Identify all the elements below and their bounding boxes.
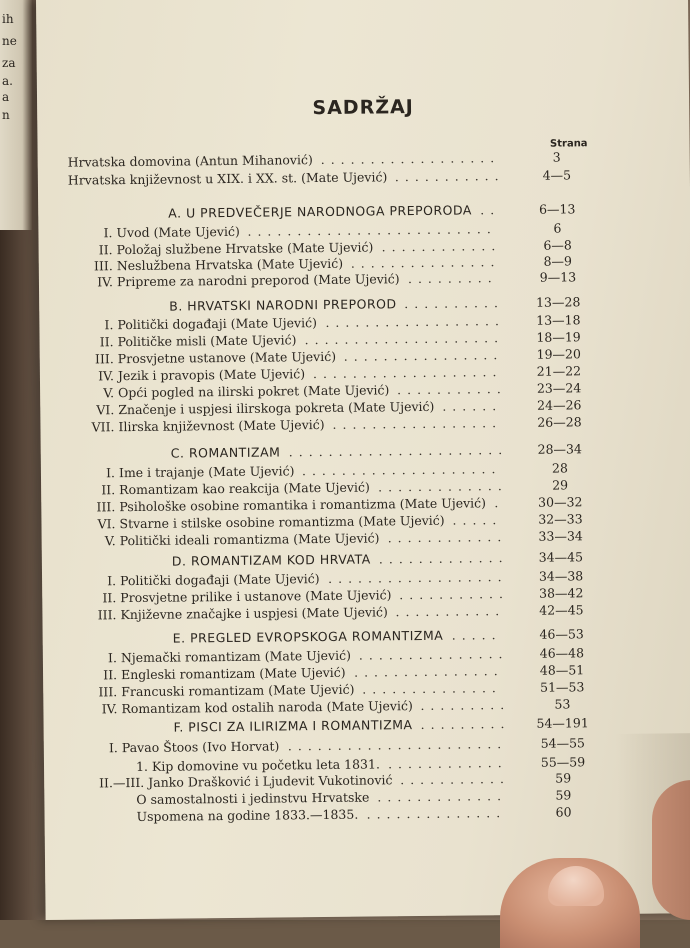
toc-entry-number: II. xyxy=(102,590,117,606)
toc-section-title: B. HRVATSKI NARODNI PREPOROD xyxy=(169,296,397,314)
toc-page-number: 34—38 xyxy=(538,568,584,584)
toc-page-number: 32—33 xyxy=(538,511,583,527)
toc-page-number: 28—34 xyxy=(537,441,582,457)
toc-entry-number: I. xyxy=(104,317,114,333)
toc-entry-number: III. xyxy=(93,258,113,274)
adjacent-page-fragment: ih xyxy=(2,12,14,26)
toc-entry-number: III. xyxy=(97,607,117,623)
toc-entry-title: Pavao Štoos (Ivo Horvat) xyxy=(121,738,280,756)
toc-entry-title: Jezik i pravopis (Mate Ujević) xyxy=(117,366,306,384)
toc-entry-title: Engleski romantizam (Mate Ujević) xyxy=(120,664,346,683)
dot-leader: ......... xyxy=(407,270,498,287)
toc-page-number: 3 xyxy=(552,149,561,165)
dot-leader: ............. xyxy=(378,550,509,567)
toc-page-number: 13—18 xyxy=(536,312,581,328)
toc-entry-title: Hrvatska domovina (Antun Mihanović) xyxy=(67,152,313,170)
toc-entry-number: III. xyxy=(98,684,118,700)
toc-entry-number: VI. xyxy=(96,402,115,418)
dot-leader: .................... xyxy=(304,330,505,348)
dot-leader: .................. xyxy=(320,150,501,168)
dot-leader: ............. xyxy=(377,788,508,805)
toc-entry-title: Janko Drašković i Ljudevit Vukotinović xyxy=(148,772,393,790)
page-title: SADRŽAJ xyxy=(312,96,414,120)
toc-entry-title: Opći pogled na ilirski pokret (Mate Ujević) xyxy=(118,382,390,401)
toc-entry-number: V. xyxy=(104,533,116,549)
page-column-header: Strana xyxy=(549,138,588,150)
toc-entry-number: II. xyxy=(101,482,116,498)
toc-entry-title: Romantizam kod ostalih naroda (Mate Ujević) xyxy=(121,698,413,717)
dot-leader: .......... xyxy=(404,295,505,312)
toc-entry-title: Romantizam kao reakcija (Mate Ujević) xyxy=(119,479,370,498)
dot-leader: ............... xyxy=(358,646,509,663)
toc-section-title: F. PISCI ZA ILIRIZMA I ROMANTIZMA xyxy=(173,717,413,735)
toc-page-number: 54—191 xyxy=(536,715,589,731)
toc-entry-title: Politički događaji (Mate Ujević) xyxy=(117,315,318,333)
dot-leader: .............. xyxy=(366,805,507,822)
toc-entry-title: Njemački romantizam (Mate Ujević) xyxy=(120,647,352,666)
dot-leader: ......... xyxy=(420,716,511,733)
dot-leader: ............. xyxy=(378,478,508,495)
adjacent-page-fragment: n xyxy=(2,108,10,122)
toc-entry-title: Ilirska književnost (Mate Ujević) xyxy=(118,417,325,435)
dot-leader: ............... xyxy=(350,254,501,271)
dot-leader: ........... xyxy=(400,771,510,788)
finger xyxy=(652,780,690,920)
adjacent-page xyxy=(0,0,32,230)
toc-entry-title: Uspomena na godine 1833.—1835. xyxy=(136,806,359,824)
toc-entry-number xyxy=(44,720,118,721)
toc-entry-number: IV. xyxy=(101,701,118,717)
toc-page-number: 46—48 xyxy=(539,645,585,661)
toc-section-title: E. PREGLED EVROPSKOGA ROMANTIZMA xyxy=(172,627,444,646)
dot-leader: .................. xyxy=(325,313,505,330)
toc-section-title: A. U PREDVEČERJE NARODNOGA PREPORODA xyxy=(168,202,472,221)
toc-page-number: 29 xyxy=(552,477,569,493)
dot-leader: ................... xyxy=(312,364,503,382)
toc-page-number: 6—13 xyxy=(538,201,576,217)
dot-leader: ................. xyxy=(332,415,503,432)
toc-entry-title: Značenje i uspjesi ilirskoga pokreta (Mate Ujević) xyxy=(118,398,435,418)
toc-entry-number: VII. xyxy=(91,419,115,435)
dot-leader: ............... xyxy=(353,663,504,680)
toc-entry-number: I. xyxy=(108,740,118,756)
toc-entry-number: I. xyxy=(107,573,117,589)
toc-entry-number: I. xyxy=(107,650,117,666)
toc-entry-title: Neslužbena Hrvatska (Mate Ujević) xyxy=(116,255,344,274)
toc-page-number: 53 xyxy=(554,696,571,712)
dot-leader: ............ xyxy=(387,529,508,546)
toc-entry-number: VI. xyxy=(97,516,116,532)
toc-page-number: 28 xyxy=(551,460,568,476)
dot-leader: ..... xyxy=(452,512,503,528)
dot-leader: ........... xyxy=(395,603,506,620)
adjacent-page-fragment: za xyxy=(2,56,16,70)
toc-entry-title: Francuski romantizam (Mate Ujević) xyxy=(121,681,355,700)
dot-leader: ........... xyxy=(397,381,507,398)
toc-entry-number xyxy=(38,206,112,207)
toc-entry-title: Uvod (Mate Ujević) xyxy=(116,223,240,241)
dot-leader: .................... xyxy=(301,461,502,479)
dot-leader: ............ xyxy=(381,238,502,255)
toc-entry-title: Politički događaji (Mate Ujević) xyxy=(120,571,320,589)
toc-page-number: 51—53 xyxy=(539,679,585,695)
toc-entry-number xyxy=(44,809,118,810)
toc-page-number: 23—24 xyxy=(536,380,582,396)
toc-entry-number: III. xyxy=(96,499,116,515)
dot-leader: ................ xyxy=(343,347,504,364)
toc-entry-title: Prosvjetne ustanove (Mate Ujević) xyxy=(117,348,337,367)
toc-page-number: 42—45 xyxy=(539,602,584,618)
dot-leader: ..... xyxy=(451,627,502,643)
toc-page-number: 54—55 xyxy=(540,735,586,751)
dot-leader: ............ xyxy=(387,755,508,772)
toc-entry-title: Ime i trajanje (Mate Ujević) xyxy=(118,463,295,481)
toc-page-number: 9—13 xyxy=(539,269,577,285)
toc-page-number: 30—32 xyxy=(538,494,583,510)
dot-leader: ........... xyxy=(399,586,510,603)
toc-entry-number: III. xyxy=(94,351,114,367)
toc-entry-title: Psihološke osobine romantika i romantizma (Mate Ujević) xyxy=(119,495,487,515)
toc-entry-title: Političke misli (Mate Ujević) xyxy=(117,332,297,350)
toc-entry-title: Položaj službene Hrvatske (Mate Ujević) xyxy=(116,239,374,258)
toc-page-number: 33—34 xyxy=(538,528,583,544)
toc-page-number: 6 xyxy=(553,220,562,236)
toc-entry-number: II.—III. xyxy=(98,774,145,791)
toc-entry-number xyxy=(41,446,115,447)
toc-entry-number: V. xyxy=(103,385,115,401)
toc-page-number: 34—45 xyxy=(538,549,584,565)
toc-entry-title: Stvarne i stilske osobine romantizma (Mate Ujević) xyxy=(119,512,445,532)
toc-section-title: D. ROMANTIZAM KOD HRVATA xyxy=(171,551,371,569)
toc-entry-title: 1. Kip domovine vu početku leta 1831. xyxy=(135,756,380,774)
dot-leader: ...................... xyxy=(288,442,509,460)
toc-page-number: 59 xyxy=(555,770,572,786)
toc-page-number: 38—42 xyxy=(539,585,584,601)
toc-entry-number: I. xyxy=(105,465,116,481)
toc-page-number: 60 xyxy=(555,804,572,820)
dot-leader: ...... xyxy=(442,398,503,414)
toc-entry-title: Književne značajke i uspjesi (Mate Ujević) xyxy=(120,604,388,623)
toc-entry-number: IV. xyxy=(98,368,115,384)
adjacent-page-fragment: a. xyxy=(2,74,13,88)
toc-entry-title: Hrvatska književnost u XIX. i XX. st. (Mate Ujević) xyxy=(67,169,388,188)
toc-page-number: 48—51 xyxy=(539,662,585,678)
toc-entry-number: II. xyxy=(99,334,114,350)
toc-page-number: 19—20 xyxy=(536,346,581,362)
toc-entry-title: Prosvjetne prilike i ustanove (Mate Ujević) xyxy=(120,587,392,606)
toc-page-number: 21—22 xyxy=(536,363,582,379)
adjacent-page-fragment: ne xyxy=(2,34,17,48)
toc-entry-title: Politički ideali romantizma (Mate Ujević) xyxy=(119,530,380,549)
book-page xyxy=(36,0,690,920)
toc-page-number: 24—26 xyxy=(537,397,582,413)
dot-leader: .............. xyxy=(362,680,502,697)
toc-entry-title: Pripreme za narodni preporod (Mate Ujević) xyxy=(116,271,400,290)
toc-page-number: 18—19 xyxy=(536,329,581,345)
dot-leader: .. xyxy=(480,202,501,218)
toc-page-number: 26—28 xyxy=(537,414,582,430)
toc-page-number: 59 xyxy=(555,787,572,803)
dot-leader: ...................... xyxy=(287,736,508,754)
dot-leader: ........... xyxy=(394,168,505,185)
toc-entry-number: II. xyxy=(98,242,113,258)
toc-page-number: 6—8 xyxy=(543,237,572,253)
toc-entry-number: II. xyxy=(103,667,118,683)
toc-entry-number: IV. xyxy=(97,274,114,290)
dot-leader: ......... xyxy=(420,697,511,714)
toc-page-number: 46—53 xyxy=(539,626,584,642)
adjacent-page-fragment: a xyxy=(2,90,10,104)
toc-entry-number xyxy=(43,631,117,632)
toc-section-title: C. ROMANTIZAM xyxy=(170,444,281,461)
dot-leader: . xyxy=(494,495,505,511)
toc-page-number: 55—59 xyxy=(540,754,586,770)
dot-leader: ......................... xyxy=(247,221,497,239)
toc-entry-number xyxy=(44,792,118,793)
toc-page-number: 8—9 xyxy=(543,253,573,269)
dot-leader: .................. xyxy=(327,569,508,586)
toc-entry-number xyxy=(42,554,116,555)
toc-entry-number: I. xyxy=(103,225,113,241)
toc-page-number: 4—5 xyxy=(542,167,572,183)
toc-entry-number xyxy=(39,299,113,300)
toc-entry-title: O samostalnosti i jedinstvu Hrvatske xyxy=(136,789,370,807)
toc-entry-number xyxy=(44,759,118,760)
toc-page-number: 13—28 xyxy=(535,294,581,310)
